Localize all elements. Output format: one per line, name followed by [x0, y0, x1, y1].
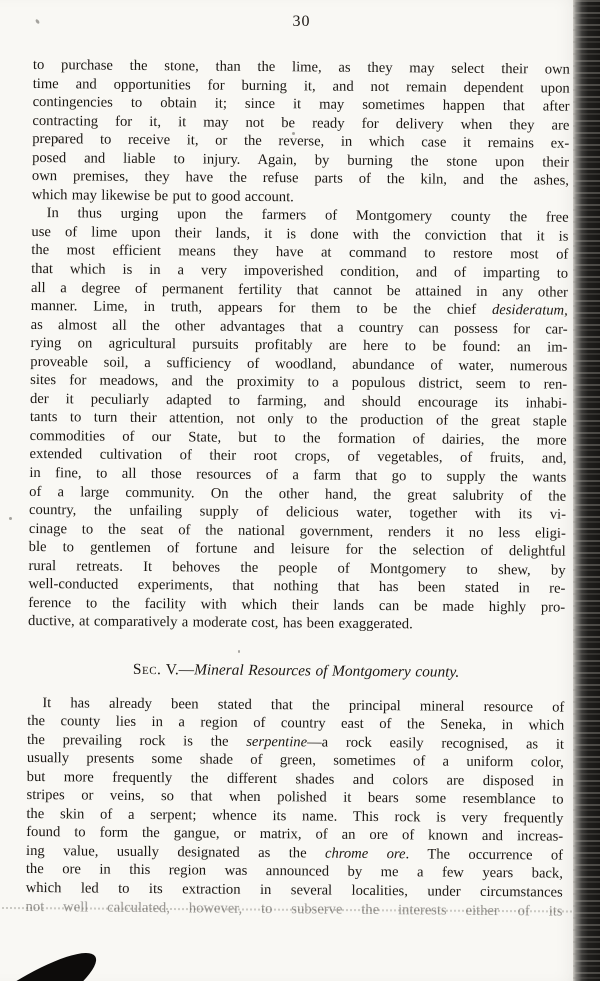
text-line: commodities of our State, but to the formation of dairies, the more — [29, 427, 567, 449]
text-line: time and opportunities for burning it, and not remain dependent upon — [32, 75, 570, 97]
book-gutter-shadow — [573, 0, 600, 981]
text-line: but more frequently the different shades and colors are disposed in — [26, 768, 564, 790]
text-line: which led to its extraction in several localities, under circumstances — [25, 879, 563, 901]
text-line: stripes or veins, so that when polished it bears some resemblance to — [26, 787, 564, 808]
text-segment: the prevailing rock is the — [26, 731, 247, 750]
text-line: prepared to receive it, or the reverse, in which case it remains ex- — [32, 131, 570, 152]
section-number: V.— — [161, 661, 195, 679]
text-line: the skin of a serpent; whence its name. This rock is very frequently — [26, 805, 564, 827]
paragraph — [32, 56, 570, 209]
text-line: the most efficient means they have at command to restore most of — [31, 242, 569, 264]
text-line: to purchase the stone, than the lime, as they may select their own — [32, 56, 570, 78]
scan-speck — [9, 517, 12, 520]
text-line: the county lies in a region of country east of the Seneka, in which — [27, 713, 565, 734]
text-line: of a large community. On the other hand, the great salubrity of the — [29, 483, 567, 505]
text-line: der it peculiarly adapted to farming, and should encourage its inhabi- — [29, 390, 568, 412]
text-line: ductive, at comparatively a moderate cost, has been exaggerated. — [27, 613, 413, 633]
text-segment: —a rock easily recognised, as it — [307, 734, 565, 753]
text-line: which may likewise be put to good account. — [31, 186, 294, 206]
text-line: that which is in a very impoverished condition, and of imparting to — [31, 261, 569, 282]
italic-text: serpentine — [246, 733, 308, 751]
italic-text: desideratum, — [491, 302, 568, 319]
scan-speck — [292, 132, 295, 135]
text-line: the ore in this region was announced by me a few years back, — [25, 861, 563, 883]
text-segment: . The occurrence of — [405, 846, 564, 864]
text-line: contingencies to obtain it; since it may sometimes happen that after — [32, 94, 570, 115]
text-segment: manner. Lime, in truth, appears for them to be the chief — [30, 298, 493, 319]
text-line: usually presents some shade of green, sometimes of a uniform color, — [26, 750, 564, 771]
section-heading — [28, 660, 565, 683]
text-line: cinage to the seat of the national government, renders it no less eligi- — [28, 520, 566, 542]
page-text — [25, 56, 569, 921]
text-line: tants to turn their attention, not only to the production of the great staple — [29, 409, 567, 431]
scan-speck — [238, 650, 240, 653]
text-line: proveable soil, a sufficiency of woodland, abundance of water, numerous — [30, 353, 568, 375]
text-line: well-conducted experiments, that nothing that has been stated in re- — [28, 576, 566, 597]
text-line: sites for meadows, and the proximity to a populous district, seem to ren- — [30, 372, 568, 393]
text-line: own premises, they have the refuse parts of the kiln, and the ashes, — [31, 168, 569, 189]
text-line: in fine, to all those resources of a farm that go to supply the wants — [29, 465, 567, 486]
text-line: In thus urging upon the farmers of Montgomery county the free — [46, 205, 569, 227]
text-line: not well calculated, however, to subserve the interests either of its — [25, 898, 563, 920]
text-line: rying on agricultural pursuits profitably are here to be found: an im- — [30, 335, 568, 356]
text-line: country, the unfailing supply of delicious water, together with its vi- — [28, 502, 567, 523]
text-line: rural retreats. It behoves the people of Montgomery to shew, by — [28, 557, 566, 579]
paragraph — [25, 693, 564, 920]
page-number: 30 — [292, 13, 311, 30]
text-segment: ing value, usually designated as the — [25, 842, 326, 862]
italic-text: chrome ore — [324, 845, 406, 863]
scan-artifact-blob — [0, 925, 122, 981]
paragraph — [28, 204, 569, 635]
body-paragraphs — [28, 56, 570, 636]
section-label: Sec. — [132, 660, 162, 679]
text-line: posed and liable to injury. Again, by burning the stone upon their — [32, 149, 570, 171]
text-line: extended cultivation of their root crops, of vegetables, of fruits, and, — [29, 446, 567, 468]
section-paragraphs — [25, 693, 564, 920]
text-line: as almost all the other advantages that a country can possess for car- — [30, 316, 568, 338]
text-line: use of lime upon their lands, it is done with the conviction that it is — [31, 223, 569, 245]
text-line: all a degree of permanent fertility that cannot be attained in any other — [30, 279, 569, 301]
text-line: ference to the facility with which their lands can be made highly pro- — [28, 594, 566, 616]
text-line: ble to gentlemen of fortune and leisure for the selection of delightful — [28, 539, 566, 560]
text-line: It has already been stated that the principal mineral resource of — [42, 694, 565, 716]
section-title: Mineral Resources of Montgomery county. — [194, 661, 460, 681]
text-line: found to form the gangue, or matrix, of an ore of known and increas- — [26, 824, 564, 845]
text-line: contracting for it, it may not be ready for delivery when they are — [32, 112, 570, 134]
